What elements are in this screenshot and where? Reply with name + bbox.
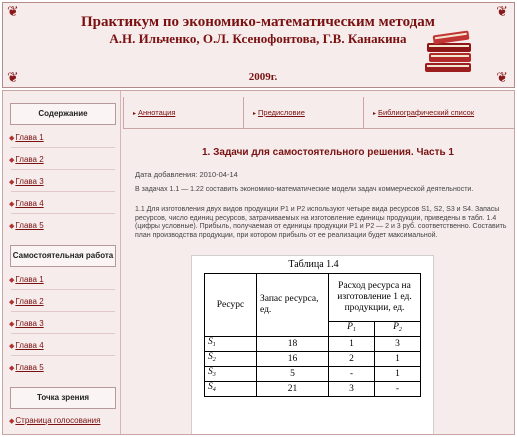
site-year: 2009г. xyxy=(248,71,278,83)
cell-p2: - xyxy=(375,382,421,397)
cell-stock: 5 xyxy=(257,367,329,382)
divider xyxy=(11,355,115,356)
header-consumption: Расход ресурса на изготовление 1 ед. продукции, ед. xyxy=(329,274,421,322)
divider xyxy=(11,191,115,192)
table-header-row xyxy=(205,274,421,322)
ornament-icon: ❦ xyxy=(496,70,508,86)
header-stock: Запас ресурса, ед. xyxy=(257,274,329,337)
sidebar-link-contents-chapter-1[interactable]: ◆Глава 1 xyxy=(9,133,44,142)
sidebar-link-contents-chapter-2[interactable]: ◆Глава 2 xyxy=(9,155,44,164)
cell-stock: 18 xyxy=(257,337,329,352)
cell-resource: $S_2$ xyxy=(205,352,257,367)
sidebar-link-contents-chapter-5[interactable]: ◆Глава 5 xyxy=(9,221,44,230)
divider xyxy=(11,169,115,170)
divider xyxy=(11,289,115,290)
diamond-bullet-icon: ◆ xyxy=(9,343,15,350)
sidebar-link-self-study-chapter-1[interactable]: ◆Глава 1 xyxy=(9,275,44,284)
table-row xyxy=(205,352,421,367)
diamond-bullet-icon: ◆ xyxy=(9,223,15,230)
date-added: Дата добавления: 2010-04-14 xyxy=(135,170,238,179)
divider xyxy=(11,311,115,312)
intro-paragraph: В задачах 1.1 — 1.22 составить экономико-математические модели задач коммерческой деятельности. xyxy=(135,186,474,193)
cell-p2: 3 xyxy=(375,337,421,352)
resource-table xyxy=(204,273,421,397)
diamond-bullet-icon: ◆ xyxy=(9,277,15,284)
sidebar-link-self-study-chapter-2[interactable]: ◆Глава 2 xyxy=(9,297,44,306)
triangle-bullet-icon: ▸ xyxy=(133,111,137,117)
triangle-bullet-icon: ▸ xyxy=(373,111,377,117)
sidebar-link-contents-chapter-3[interactable]: ◆Глава 3 xyxy=(9,177,44,186)
cell-resource: $S_1$ xyxy=(205,337,257,352)
diamond-bullet-icon: ◆ xyxy=(9,365,15,372)
header-p2: $P_2$ xyxy=(375,321,421,337)
sidebar-link-self-study-chapter-3[interactable]: ◆Глава 3 xyxy=(9,319,44,328)
cell-p1: 1 xyxy=(329,337,375,352)
sidebar-heading-contents: Содержание xyxy=(10,103,116,125)
nav-tab-bibliography[interactable]: ▸ Библиографический список xyxy=(363,97,514,129)
divider xyxy=(11,333,115,334)
diamond-bullet-icon: ◆ xyxy=(9,179,15,186)
diamond-bullet-icon: ◆ xyxy=(9,299,15,306)
ornament-icon: ❦ xyxy=(7,4,19,20)
table-caption: Таблица 1.4 xyxy=(288,259,339,270)
diamond-bullet-icon: ◆ xyxy=(9,418,15,425)
site-header xyxy=(2,2,515,88)
table-image xyxy=(191,255,434,435)
sidebar-heading-viewpoint: Точка зрения xyxy=(10,387,116,409)
sidebar xyxy=(3,91,121,435)
diamond-bullet-icon: ◆ xyxy=(9,157,15,164)
cell-p2: 1 xyxy=(375,352,421,367)
task-paragraph: 1.1 Для изготовления двух видов продукции Р1 и Р2 используют четыре вида ресурсов S1, S2, S3 и S4. Запасы ресурсов, число единиц ресурсов, затрачиваемых на изготовление единицы продукции, приведены в табл. 1.4 (цифры условные). Прибыль, получаемая от единицы продукции Р1 и Р2 — 2 и 3 руб. соответственно. Составить план производства продукции, при котором прибыль от ее реализации будет максимальной. xyxy=(135,206,507,239)
cell-resource: $S_3$ xyxy=(205,367,257,382)
sidebar-link-voting-page[interactable]: ◆Страница голосования xyxy=(9,416,101,425)
site-title: Практикум по экономико-математическим методам xyxy=(81,14,435,30)
sidebar-link-self-study-chapter-4[interactable]: ◆Глава 4 xyxy=(9,341,44,350)
divider xyxy=(11,147,115,148)
diamond-bullet-icon: ◆ xyxy=(9,135,15,142)
cell-p1: 3 xyxy=(329,382,375,397)
sidebar-link-contents-chapter-4[interactable]: ◆Глава 4 xyxy=(9,199,44,208)
top-nav xyxy=(123,97,514,129)
header-resource: Ресурс xyxy=(205,274,257,337)
diamond-bullet-icon: ◆ xyxy=(9,321,15,328)
triangle-bullet-icon: ▸ xyxy=(253,111,257,117)
table-row xyxy=(205,337,421,352)
table-row xyxy=(205,382,421,397)
sidebar-link-self-study-chapter-5[interactable]: ◆Глава 5 xyxy=(9,363,44,372)
cell-p1: 2 xyxy=(329,352,375,367)
cell-p1: - xyxy=(329,367,375,382)
books-icon xyxy=(421,23,479,75)
header-p1: $P_1$ xyxy=(329,321,375,337)
site-authors: А.Н. Ильченко, О.Л. Ксенофонтова, Г.В. Канакина xyxy=(109,31,407,46)
article-title: 1. Задачи для самостоятельного решения. Часть 1 xyxy=(202,147,454,158)
cell-stock: 21 xyxy=(257,382,329,397)
diamond-bullet-icon: ◆ xyxy=(9,201,15,208)
nav-tab-annotation[interactable]: ▸ Аннотация xyxy=(123,97,243,129)
ornament-icon: ❦ xyxy=(7,70,19,86)
ornament-icon: ❦ xyxy=(496,4,508,20)
content-area xyxy=(123,91,514,435)
nav-tab-preface[interactable]: ▸ Предисловие xyxy=(243,97,363,129)
table-row xyxy=(205,367,421,382)
cell-stock: 16 xyxy=(257,352,329,367)
sidebar-heading-self-study: Самостоятельная работа xyxy=(10,245,116,267)
main-frame xyxy=(2,90,515,435)
divider xyxy=(11,213,115,214)
cell-resource: $S_4$ xyxy=(205,382,257,397)
cell-p2: 1 xyxy=(375,367,421,382)
